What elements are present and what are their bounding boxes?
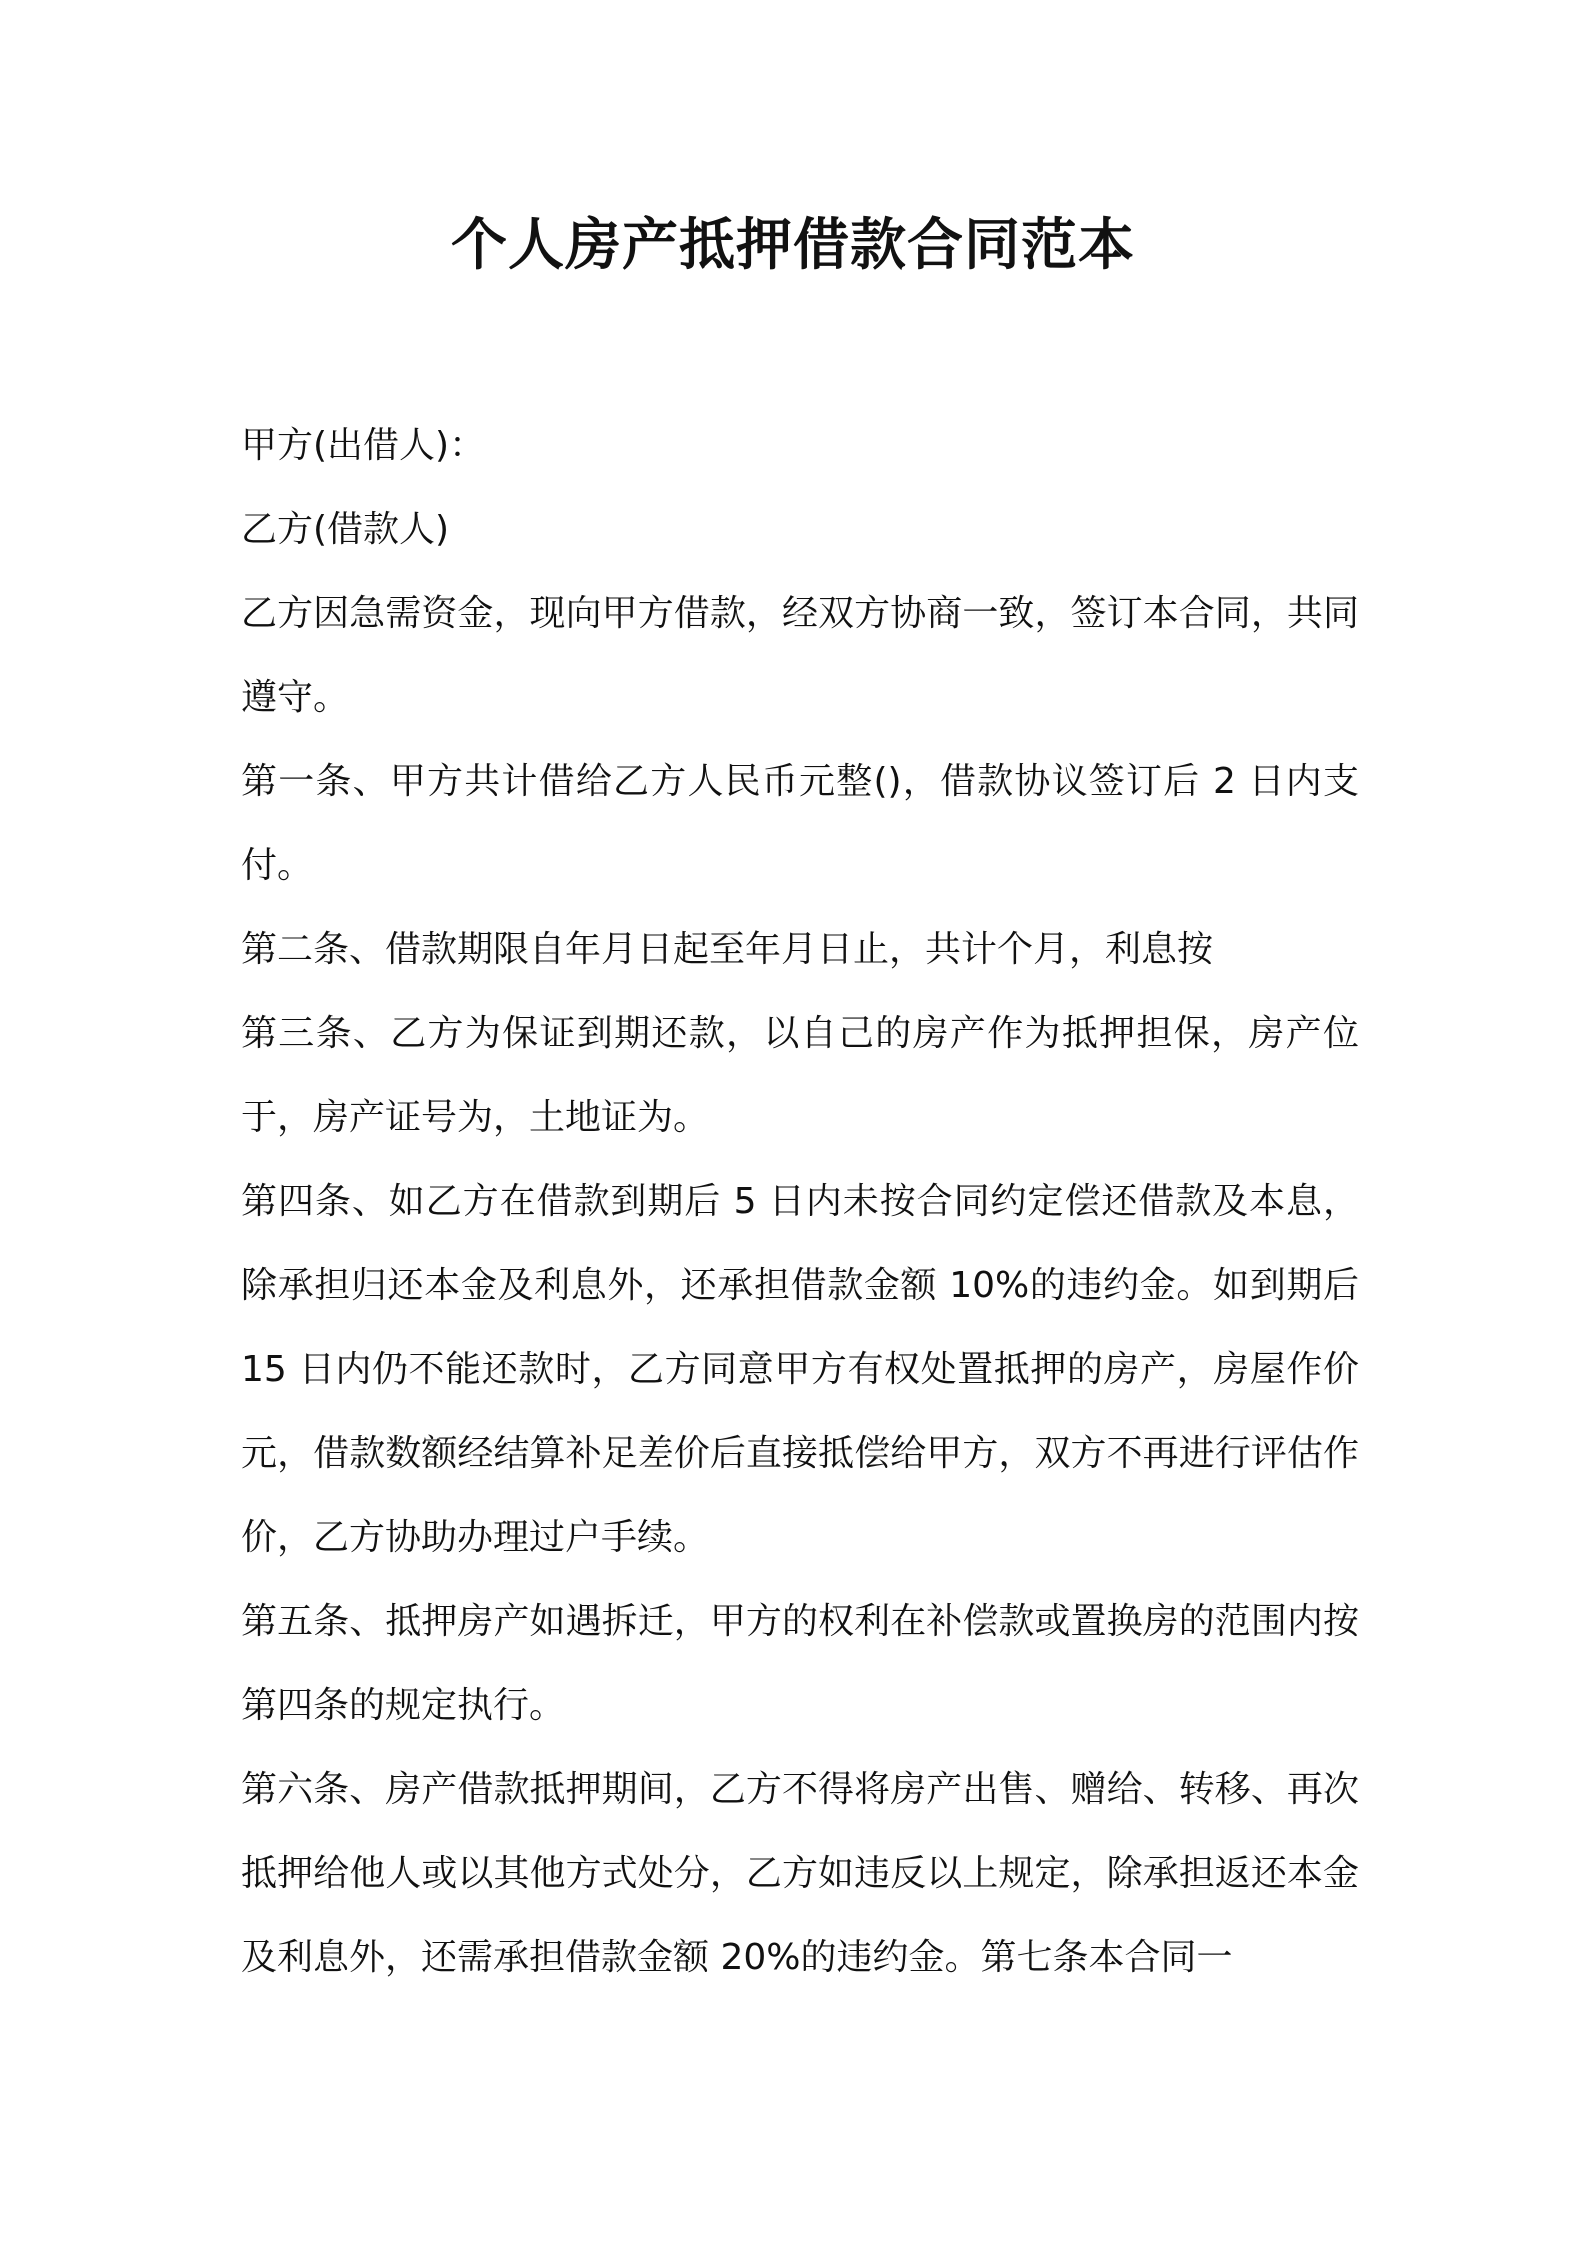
article-3-paragraph: 第三条、乙方为保证到期还款，以自己的房产作为抵押担保，房产位于，房产证号为，土地证为。: [241, 1013, 1359, 1138]
article-4-paragraph: 第四条、如乙方在借款到期后 5 日内未按合同约定偿还借款及本息，除承担归还本金及利息外，还承担借款金额 10%的违约金。如到期后 15 日内仍不能还款时，乙方同意甲方有权处置抵押的房产，房屋作价元，借款数额经结算补足差价后直接抵偿给甲方，双方不再进行评估作价，乙方协助办理过户手续。: [241, 1181, 1359, 1558]
article-5-paragraph: 第五条、抵押房产如遇拆迁，甲方的权利在补偿款或置换房的范围内按第四条的规定执行。: [241, 1601, 1359, 1726]
party-a-line: 甲方(出借人)：: [241, 425, 486, 466]
article-2-paragraph: 第二条、借款期限自年月日起至年月日止，共计个月，利息按: [241, 929, 1214, 970]
article-1-paragraph: 第一条、甲方共计借给乙方人民币元整()，借款协议签订后 2 日内支付。: [241, 761, 1359, 886]
party-b-line: 乙方(借款人): [241, 509, 450, 550]
article-6-paragraph: 第六条、房产借款抵押期间，乙方不得将房产出售、赠给、转移、再次抵押给他人或以其他方式处分，乙方如违反以上规定，除承担返还本金及利息外，还需承担借款金额 20%的违约金。第七条本合同一: [241, 1769, 1359, 1978]
document-body: [241, 404, 1359, 2000]
preamble-paragraph: 乙方因急需资金，现向甲方借款，经双方协商一致，签订本合同，共同遵守。: [241, 593, 1359, 718]
document-title: 个人房产抵押借款合同范本: [451, 213, 1135, 278]
